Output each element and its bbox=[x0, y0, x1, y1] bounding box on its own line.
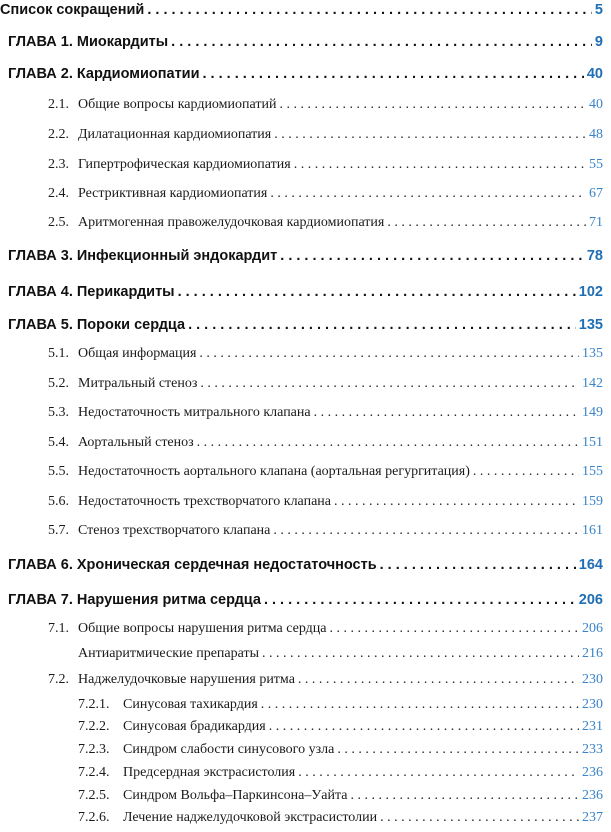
leader-dots bbox=[270, 186, 586, 202]
toc-entry[interactable] bbox=[0, 127, 611, 143]
toc-page-number: 161 bbox=[582, 523, 603, 538]
toc-entry[interactable] bbox=[0, 405, 611, 421]
toc-page-number: 231 bbox=[582, 719, 603, 734]
toc-page-number: 9 bbox=[594, 34, 603, 50]
toc-title: Лечение наджелудочковой экстрасистолии bbox=[123, 810, 378, 825]
toc-entry[interactable] bbox=[0, 765, 611, 781]
leader-dots bbox=[199, 346, 579, 362]
toc-page-number: 55 bbox=[589, 157, 603, 172]
toc-page-number: 5 bbox=[594, 2, 603, 18]
toc-entry[interactable] bbox=[0, 523, 611, 539]
toc-title: Рестриктивная кардиомиопатия bbox=[78, 186, 268, 201]
toc-number: 5.6. bbox=[48, 494, 69, 509]
toc-title: ГЛАВА 6. Хроническая сердечная недостаточность bbox=[8, 557, 377, 573]
toc-title: Недостаточность аортального клапана (аортальная регургитация) bbox=[78, 464, 470, 479]
toc-entry[interactable] bbox=[0, 97, 611, 113]
toc-entry[interactable] bbox=[0, 346, 611, 362]
leader-dots bbox=[273, 523, 579, 539]
toc-title: Стеноз трехстворчатого клапана bbox=[78, 523, 271, 538]
toc-page-number: 135 bbox=[578, 317, 603, 333]
toc-title: Синдром Вольфа–Паркинсона–Уайта bbox=[123, 788, 348, 803]
leader-dots bbox=[178, 284, 576, 300]
toc-title: Антиаритмические препараты bbox=[78, 646, 260, 661]
leader-dots bbox=[279, 97, 586, 113]
toc-entry[interactable] bbox=[0, 215, 611, 231]
leader-dots bbox=[380, 810, 579, 826]
toc-number: 2.4. bbox=[48, 186, 69, 201]
toc-title: Общая информация bbox=[78, 346, 197, 361]
toc-title: ГЛАВА 5. Пороки сердца bbox=[8, 317, 186, 333]
toc-page-number: 233 bbox=[582, 742, 603, 757]
toc-title: Аортальный стеноз bbox=[78, 435, 194, 450]
toc-entry[interactable] bbox=[0, 646, 611, 662]
toc-page-number: 237 bbox=[582, 810, 603, 825]
toc-page-number: 206 bbox=[582, 621, 603, 636]
toc-title: Гипертрофическая кардиомиопатия bbox=[78, 157, 291, 172]
toc-entry[interactable] bbox=[0, 742, 611, 758]
leader-dots bbox=[280, 248, 584, 264]
toc-entry[interactable] bbox=[0, 284, 611, 300]
leader-dots bbox=[147, 2, 592, 18]
toc-entry[interactable] bbox=[0, 494, 611, 510]
toc-entry[interactable] bbox=[0, 248, 611, 264]
toc-page-number: 164 bbox=[578, 557, 603, 573]
leader-dots bbox=[473, 464, 579, 480]
toc-entry[interactable] bbox=[0, 34, 611, 50]
toc-page-number: 159 bbox=[582, 494, 603, 509]
toc-number: 7.2.3. bbox=[78, 742, 110, 757]
toc-number: 7.2.1. bbox=[78, 697, 110, 712]
toc-page-number: 67 bbox=[589, 186, 603, 201]
leader-dots bbox=[264, 592, 576, 608]
leader-dots bbox=[261, 697, 579, 713]
toc-number: 2.2. bbox=[48, 127, 69, 142]
toc-entry[interactable] bbox=[0, 788, 611, 804]
leader-dots bbox=[334, 494, 579, 510]
toc-entry[interactable] bbox=[0, 810, 611, 826]
toc-page-number: 236 bbox=[582, 788, 603, 803]
toc-page-number: 40 bbox=[586, 66, 603, 82]
toc-title: Митральный стеноз bbox=[78, 376, 198, 391]
toc-title: Недостаточность трехстворчатого клапана bbox=[78, 494, 331, 509]
toc-page-number: 206 bbox=[578, 592, 603, 608]
leader-dots bbox=[294, 157, 586, 173]
toc-entry[interactable] bbox=[0, 317, 611, 333]
toc-title: Дилатационная кардиомиопатия bbox=[78, 127, 272, 142]
toc-number: 2.3. bbox=[48, 157, 69, 172]
leader-dots bbox=[298, 765, 579, 781]
toc-entry[interactable] bbox=[0, 557, 611, 573]
toc-number: 7.2.6. bbox=[78, 810, 110, 825]
toc-title: Синусовая тахикардия bbox=[123, 697, 258, 712]
leader-dots bbox=[203, 66, 584, 82]
toc-page-number: 216 bbox=[582, 646, 603, 661]
toc-entry[interactable] bbox=[0, 621, 611, 637]
toc-number: 7.2.4. bbox=[78, 765, 110, 780]
toc-entry[interactable] bbox=[0, 719, 611, 735]
toc-page-number: 151 bbox=[582, 435, 603, 450]
toc-title: Недостаточность митрального клапана bbox=[78, 405, 311, 420]
leader-dots bbox=[351, 788, 580, 804]
toc-number: 7.2.5. bbox=[78, 788, 110, 803]
leader-dots bbox=[269, 719, 579, 735]
leader-dots bbox=[337, 742, 579, 758]
leader-dots bbox=[171, 34, 592, 50]
leader-dots bbox=[380, 557, 576, 573]
toc-page-number: 71 bbox=[589, 215, 603, 230]
toc-title: ГЛАВА 7. Нарушения ритма сердца bbox=[8, 592, 261, 608]
toc-page-number: 149 bbox=[582, 405, 603, 420]
toc-number: 5.1. bbox=[48, 346, 69, 361]
toc-number: 2.5. bbox=[48, 215, 69, 230]
toc-entry[interactable] bbox=[0, 592, 611, 608]
leader-dots bbox=[188, 317, 576, 333]
toc-title: Наджелудочковые нарушения ритма bbox=[78, 672, 295, 687]
toc-number: 7.2. bbox=[48, 672, 69, 687]
toc-number: 5.3. bbox=[48, 405, 69, 420]
toc-page-number: 230 bbox=[582, 672, 603, 687]
toc-page-number: 48 bbox=[589, 127, 603, 142]
toc-title: ГЛАВА 2. Кардиомиопатии bbox=[8, 66, 200, 82]
leader-dots bbox=[298, 672, 579, 688]
toc-entry[interactable] bbox=[0, 186, 611, 202]
toc-number: 5.2. bbox=[48, 376, 69, 391]
toc-number: 5.7. bbox=[48, 523, 69, 538]
toc-page-number: 155 bbox=[582, 464, 603, 479]
leader-dots bbox=[200, 376, 579, 392]
toc-page-number: 236 bbox=[582, 765, 603, 780]
toc-entry[interactable] bbox=[0, 157, 611, 173]
leader-dots bbox=[314, 405, 579, 421]
toc-entry[interactable] bbox=[0, 66, 611, 82]
toc-title: Аритмогенная правожелудочковая кардиомиопатия bbox=[78, 215, 385, 230]
toc-title: ГЛАВА 3. Инфекционный эндокардит bbox=[8, 248, 278, 264]
toc-page-number: 135 bbox=[582, 346, 603, 361]
toc-page-number: 230 bbox=[582, 697, 603, 712]
toc-entry[interactable] bbox=[0, 697, 611, 713]
toc-entry[interactable] bbox=[0, 672, 611, 688]
leader-dots bbox=[274, 127, 586, 143]
leader-dots bbox=[329, 621, 579, 637]
toc-number: 5.5. bbox=[48, 464, 69, 479]
toc-number: 2.1. bbox=[48, 97, 69, 112]
leader-dots bbox=[387, 215, 586, 231]
toc-title: Общие вопросы кардиомиопатий bbox=[78, 97, 277, 112]
toc-title: ГЛАВА 4. Перикардиты bbox=[8, 284, 175, 300]
toc-title: ГЛАВА 1. Миокардиты bbox=[8, 34, 169, 50]
leader-dots bbox=[197, 435, 579, 451]
toc-title: Предсердная экстрасистолия bbox=[123, 765, 296, 780]
toc-page-number: 142 bbox=[582, 376, 603, 391]
toc-page-number: 78 bbox=[586, 248, 603, 264]
toc-title: Общие вопросы нарушения ритма сердца bbox=[78, 621, 327, 636]
toc-number: 7.1. bbox=[48, 621, 69, 636]
toc-title: Синусовая брадикардия bbox=[123, 719, 266, 734]
toc-title: Список сокращений bbox=[0, 2, 145, 18]
toc-number: 5.4. bbox=[48, 435, 69, 450]
toc-entry[interactable] bbox=[0, 435, 611, 451]
toc-entry[interactable] bbox=[0, 464, 611, 480]
toc-title: Синдром слабости синусового узла bbox=[123, 742, 335, 757]
toc-page-number: 102 bbox=[578, 284, 603, 300]
toc-entry[interactable] bbox=[0, 376, 611, 392]
toc-entry[interactable] bbox=[0, 2, 611, 18]
toc-page-number: 40 bbox=[589, 97, 603, 112]
toc-number: 7.2.2. bbox=[78, 719, 110, 734]
leader-dots bbox=[262, 646, 579, 662]
